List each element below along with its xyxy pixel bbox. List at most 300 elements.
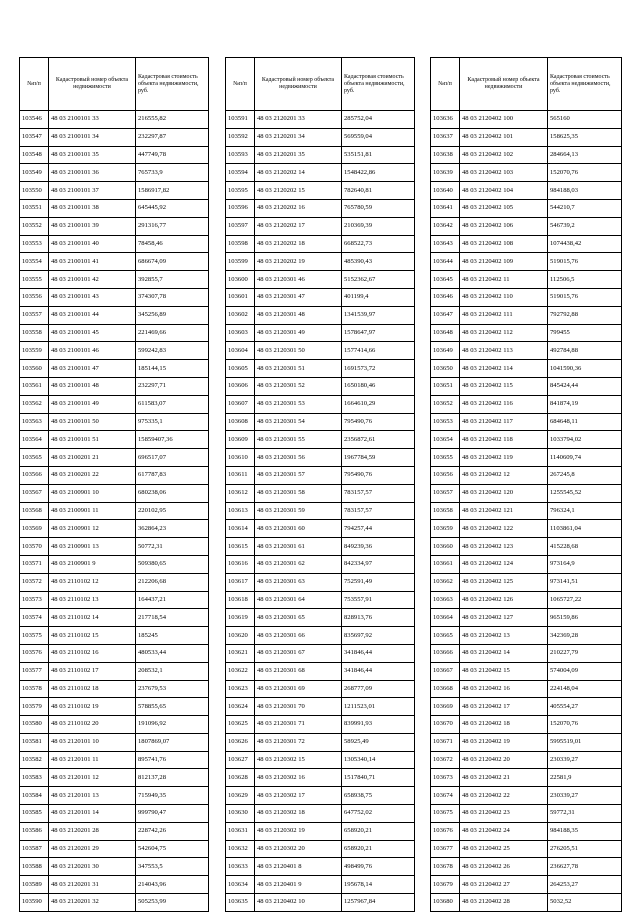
row-number: 103595 <box>226 182 255 200</box>
cadastral-number: 48 03 2120401 9 <box>255 876 342 894</box>
row-number: 103676 <box>431 822 460 840</box>
cadastral-number: 48 03 2120201 31 <box>49 876 136 894</box>
cadastral-number: 48 03 2120402 125 <box>460 573 548 591</box>
table-row <box>431 591 622 609</box>
cadastral-value: 658920,21 <box>342 822 415 840</box>
row-number: 103613 <box>226 502 255 520</box>
row-number: 103621 <box>226 644 255 662</box>
cadastral-number: 48 03 2120402 120 <box>460 484 548 502</box>
cadastral-number: 48 03 2120402 20 <box>460 751 548 769</box>
cadastral-table-1 <box>19 57 209 912</box>
cadastral-value: 617787,83 <box>136 466 209 484</box>
cadastral-value: 447749,78 <box>136 146 209 164</box>
table-row <box>431 662 622 680</box>
cadastral-number: 48 03 2120402 11 <box>460 271 548 289</box>
row-number: 103562 <box>20 395 49 413</box>
cadastral-value: 267245,8 <box>548 466 622 484</box>
cadastral-number: 48 03 2100901 10 <box>49 484 136 502</box>
cadastral-value: 668522,73 <box>342 235 415 253</box>
cadastral-number: 48 03 2120101 12 <box>49 769 136 787</box>
cadastral-number: 48 03 2110102 18 <box>49 680 136 698</box>
cadastral-value: 5032,52 <box>548 894 622 912</box>
cadastral-number: 48 03 2120301 70 <box>255 698 342 716</box>
cadastral-value: 237679,53 <box>136 680 209 698</box>
cadastral-number: 48 03 2120301 69 <box>255 680 342 698</box>
table-row <box>20 698 209 716</box>
cadastral-value: 22581,9 <box>548 769 622 787</box>
cadastral-value: 1255545,52 <box>548 484 622 502</box>
cadastral-number: 48 03 2100101 46 <box>49 342 136 360</box>
row-number: 103675 <box>431 805 460 823</box>
row-number: 103569 <box>20 520 49 538</box>
table-row <box>20 146 209 164</box>
cadastral-value: 362864,23 <box>136 520 209 538</box>
cadastral-number: 48 03 2120402 113 <box>460 342 548 360</box>
cadastral-value: 1517840,71 <box>342 769 415 787</box>
cadastral-value: 783157,57 <box>342 484 415 502</box>
cadastral-value: 191096,92 <box>136 716 209 734</box>
row-number: 103644 <box>431 253 460 271</box>
row-number: 103629 <box>226 787 255 805</box>
cadastral-value: 1691573,72 <box>342 360 415 378</box>
table-row <box>20 662 209 680</box>
row-number: 103581 <box>20 733 49 751</box>
cadastral-number: 48 03 2120302 20 <box>255 840 342 858</box>
row-number: 103553 <box>20 235 49 253</box>
row-number: 103672 <box>431 751 460 769</box>
cadastral-value: 392855,7 <box>136 271 209 289</box>
cadastral-number: 48 03 2120402 25 <box>460 840 548 858</box>
row-number: 103626 <box>226 733 255 751</box>
cadastral-number: 48 03 2100101 44 <box>49 306 136 324</box>
table-row <box>20 360 209 378</box>
table-row <box>431 858 622 876</box>
table-row <box>431 360 622 378</box>
table-row <box>20 751 209 769</box>
cadastral-number: 48 03 2120402 102 <box>460 146 548 164</box>
cadastral-number: 48 03 2120402 23 <box>460 805 548 823</box>
cadastral-value: 535151,81 <box>342 146 415 164</box>
table-row <box>226 769 415 787</box>
table-row <box>20 573 209 591</box>
table-row <box>20 627 209 645</box>
cadastral-number: 48 03 2120402 115 <box>460 377 548 395</box>
cadastral-value: 217718,54 <box>136 609 209 627</box>
table-row <box>226 111 415 129</box>
table-row <box>431 111 622 129</box>
cadastral-number: 48 03 2120402 114 <box>460 360 548 378</box>
table-row <box>20 876 209 894</box>
table-row <box>431 555 622 573</box>
cadastral-value: 1041590,36 <box>548 360 622 378</box>
cadastral-value: 210369,39 <box>342 217 415 235</box>
table-row <box>226 182 415 200</box>
table-row <box>226 716 415 734</box>
row-number: 103640 <box>431 182 460 200</box>
row-number: 103628 <box>226 769 255 787</box>
cadastral-number: 48 03 2120101 11 <box>49 751 136 769</box>
cadastral-value: 480533,44 <box>136 644 209 662</box>
row-number: 103580 <box>20 716 49 734</box>
cadastral-value: 842334,97 <box>342 555 415 573</box>
row-number: 103582 <box>20 751 49 769</box>
row-number: 103663 <box>431 591 460 609</box>
cadastral-value: 544210,7 <box>548 199 622 217</box>
cadastral-number: 48 03 2120402 106 <box>460 217 548 235</box>
row-number: 103604 <box>226 342 255 360</box>
row-number: 103634 <box>226 876 255 894</box>
cadastral-value: 565160 <box>548 111 622 129</box>
cadastral-number: 48 03 2120301 47 <box>255 288 342 306</box>
cadastral-value: 230339,27 <box>548 787 622 805</box>
table-row <box>226 555 415 573</box>
row-number: 103627 <box>226 751 255 769</box>
row-number: 103678 <box>431 858 460 876</box>
table-row <box>20 111 209 129</box>
cadastral-number: 48 03 2120301 65 <box>255 609 342 627</box>
table-row <box>226 235 415 253</box>
cadastral-value: 999790,47 <box>136 805 209 823</box>
table-body <box>226 111 415 912</box>
cadastral-number: 48 03 2110102 17 <box>49 662 136 680</box>
row-number: 103674 <box>431 787 460 805</box>
table-row <box>431 449 622 467</box>
row-number: 103584 <box>20 787 49 805</box>
cadastral-number: 48 03 2120402 26 <box>460 858 548 876</box>
cadastral-number: 48 03 2120201 30 <box>49 858 136 876</box>
table-row <box>20 538 209 556</box>
row-number: 103593 <box>226 146 255 164</box>
cadastral-number: 48 03 2120301 49 <box>255 324 342 342</box>
row-number: 103572 <box>20 573 49 591</box>
table-row <box>226 876 415 894</box>
cadastral-number: 48 03 2120402 28 <box>460 894 548 912</box>
cadastral-table-2 <box>225 57 415 912</box>
cadastral-value: 285752,04 <box>342 111 415 129</box>
table-row <box>226 431 415 449</box>
row-number: 103579 <box>20 698 49 716</box>
table-row <box>431 377 622 395</box>
row-number: 103636 <box>431 111 460 129</box>
cadastral-number: 48 03 2120202 19 <box>255 253 342 271</box>
table-row <box>20 591 209 609</box>
table-row <box>226 538 415 556</box>
cadastral-value: 345256,89 <box>136 306 209 324</box>
cadastral-value: 574004,09 <box>548 662 622 680</box>
cadastral-value: 1211523,01 <box>342 698 415 716</box>
cadastral-number: 48 03 2100901 12 <box>49 520 136 538</box>
table-row <box>226 662 415 680</box>
cadastral-number: 48 03 2100101 33 <box>49 111 136 129</box>
row-number: 103677 <box>431 840 460 858</box>
cadastral-number: 48 03 2120401 8 <box>255 858 342 876</box>
cadastral-number: 48 03 2100901 11 <box>49 502 136 520</box>
table-row <box>226 822 415 840</box>
cadastral-value: 895741,76 <box>136 751 209 769</box>
cadastral-number: 48 03 2110102 12 <box>49 573 136 591</box>
row-number: 103568 <box>20 502 49 520</box>
row-number: 103549 <box>20 164 49 182</box>
cadastral-number: 48 03 2120201 28 <box>49 822 136 840</box>
row-number: 103667 <box>431 662 460 680</box>
table-row <box>226 146 415 164</box>
cadastral-value: 505253,99 <box>136 894 209 912</box>
cadastral-value: 715949,35 <box>136 787 209 805</box>
cadastral-value: 795490,76 <box>342 466 415 484</box>
header-num: №п/п <box>431 58 460 111</box>
row-number: 103617 <box>226 573 255 591</box>
row-number: 103597 <box>226 217 255 235</box>
row-number: 103560 <box>20 360 49 378</box>
row-number: 103603 <box>226 324 255 342</box>
table-row <box>226 288 415 306</box>
table-row <box>20 555 209 573</box>
row-number: 103670 <box>431 716 460 734</box>
table-row <box>20 182 209 200</box>
row-number: 103616 <box>226 555 255 573</box>
cadastral-value: 849239,36 <box>342 538 415 556</box>
cadastral-value: 228742,26 <box>136 822 209 840</box>
cadastral-value: 578855,65 <box>136 698 209 716</box>
cadastral-value: 1577414,66 <box>342 342 415 360</box>
cadastral-number: 48 03 2120402 117 <box>460 413 548 431</box>
row-number: 103587 <box>20 840 49 858</box>
row-number: 103563 <box>20 413 49 431</box>
header-cadastral-number: Кадастровый номер объекта недвижимости <box>460 58 548 111</box>
cadastral-number: 48 03 2120301 52 <box>255 377 342 395</box>
row-number: 103662 <box>431 573 460 591</box>
table-row <box>431 894 622 912</box>
header-cadastral-value: Кадастровая стоимость объекта недвижимости, руб. <box>342 58 415 111</box>
cadastral-value: 232297,87 <box>136 128 209 146</box>
table-row <box>431 627 622 645</box>
cadastral-value: 546739,2 <box>548 217 622 235</box>
table-header-row <box>20 58 209 111</box>
cadastral-number: 48 03 2100201 21 <box>49 449 136 467</box>
table-row <box>20 805 209 823</box>
row-number: 103583 <box>20 769 49 787</box>
row-number: 103648 <box>431 324 460 342</box>
cadastral-number: 48 03 2100101 41 <box>49 253 136 271</box>
cadastral-value: 15859407,36 <box>136 431 209 449</box>
table-row <box>20 858 209 876</box>
row-number: 103607 <box>226 395 255 413</box>
cadastral-value: 276205,51 <box>548 840 622 858</box>
cadastral-value: 152070,76 <box>548 164 622 182</box>
cadastral-number: 48 03 2120301 68 <box>255 662 342 680</box>
row-number: 103567 <box>20 484 49 502</box>
cadastral-value: 164437,21 <box>136 591 209 609</box>
cadastral-number: 48 03 2120301 57 <box>255 466 342 484</box>
row-number: 103637 <box>431 128 460 146</box>
row-number: 103652 <box>431 395 460 413</box>
row-number: 103609 <box>226 431 255 449</box>
row-number: 103671 <box>431 733 460 751</box>
table-row <box>226 217 415 235</box>
cadastral-value: 492784,88 <box>548 342 622 360</box>
row-number: 103600 <box>226 271 255 289</box>
cadastral-number: 48 03 2110102 15 <box>49 627 136 645</box>
cadastral-number: 48 03 2120402 119 <box>460 449 548 467</box>
table-row <box>20 271 209 289</box>
cadastral-value: 542604,75 <box>136 840 209 858</box>
table-row <box>431 573 622 591</box>
cadastral-value: 1548422,86 <box>342 164 415 182</box>
cadastral-value: 78458,46 <box>136 235 209 253</box>
cadastral-number: 48 03 2120201 32 <box>49 894 136 912</box>
cadastral-number: 48 03 2120301 72 <box>255 733 342 751</box>
cadastral-value: 509380,65 <box>136 555 209 573</box>
table-row <box>226 680 415 698</box>
row-number: 103669 <box>431 698 460 716</box>
cadastral-number: 48 03 2120301 56 <box>255 449 342 467</box>
table-row <box>431 787 622 805</box>
cadastral-value: 1807869,07 <box>136 733 209 751</box>
row-number: 103612 <box>226 484 255 502</box>
table-row <box>431 538 622 556</box>
row-number: 103673 <box>431 769 460 787</box>
cadastral-number: 48 03 2100101 36 <box>49 164 136 182</box>
cadastral-number: 48 03 2120402 10 <box>255 894 342 912</box>
cadastral-value: 347553,5 <box>136 858 209 876</box>
cadastral-value: 686674,09 <box>136 253 209 271</box>
cadastral-value: 812137,28 <box>136 769 209 787</box>
cadastral-value: 5995519,01 <box>548 733 622 751</box>
table-header-row <box>226 58 415 111</box>
row-number: 103546 <box>20 111 49 129</box>
cadastral-number: 48 03 2120202 17 <box>255 217 342 235</box>
cadastral-value: 195678,14 <box>342 876 415 894</box>
row-number: 103608 <box>226 413 255 431</box>
cadastral-number: 48 03 2120402 27 <box>460 876 548 894</box>
table-row <box>431 644 622 662</box>
cadastral-value: 1664610,29 <box>342 395 415 413</box>
cadastral-number: 48 03 2120201 34 <box>255 128 342 146</box>
cadastral-number: 48 03 2120402 15 <box>460 662 548 680</box>
table-row <box>226 199 415 217</box>
cadastral-value: 59772,31 <box>548 805 622 823</box>
cadastral-number: 48 03 2120301 62 <box>255 555 342 573</box>
cadastral-value: 611583,07 <box>136 395 209 413</box>
row-number: 103570 <box>20 538 49 556</box>
cadastral-value: 782640,81 <box>342 182 415 200</box>
table-row <box>20 716 209 734</box>
cadastral-number: 48 03 2120301 63 <box>255 573 342 591</box>
cadastral-number: 48 03 2100101 38 <box>49 199 136 217</box>
row-number: 103578 <box>20 680 49 698</box>
cadastral-number: 48 03 2100901 13 <box>49 538 136 556</box>
cadastral-number: 48 03 2120301 66 <box>255 627 342 645</box>
table-row <box>20 502 209 520</box>
row-number: 103601 <box>226 288 255 306</box>
table-row <box>431 128 622 146</box>
cadastral-value: 224148,04 <box>548 680 622 698</box>
cadastral-value: 498499,76 <box>342 858 415 876</box>
table-row <box>431 502 622 520</box>
cadastral-value: 973164,9 <box>548 555 622 573</box>
row-number: 103559 <box>20 342 49 360</box>
cadastral-value: 341846,44 <box>342 662 415 680</box>
cadastral-number: 48 03 2120402 19 <box>460 733 548 751</box>
table-row <box>20 822 209 840</box>
table-row <box>226 324 415 342</box>
cadastral-number: 48 03 2120201 35 <box>255 146 342 164</box>
cadastral-table-3 <box>430 57 622 912</box>
row-number: 103641 <box>431 199 460 217</box>
cadastral-number: 48 03 2120402 110 <box>460 288 548 306</box>
cadastral-value: 569559,04 <box>342 128 415 146</box>
cadastral-value: 645445,92 <box>136 199 209 217</box>
cadastral-number: 48 03 2120402 12 <box>460 466 548 484</box>
table-row <box>20 324 209 342</box>
table-row <box>20 164 209 182</box>
row-number: 103571 <box>20 555 49 573</box>
table-row <box>226 466 415 484</box>
cadastral-number: 48 03 2120202 18 <box>255 235 342 253</box>
row-number: 103649 <box>431 342 460 360</box>
row-number: 103550 <box>20 182 49 200</box>
cadastral-number: 48 03 2120402 100 <box>460 111 548 129</box>
cadastral-number: 48 03 2120202 14 <box>255 164 342 182</box>
cadastral-value: 519015,76 <box>548 288 622 306</box>
header-num: №п/п <box>226 58 255 111</box>
table-row <box>226 306 415 324</box>
cadastral-value: 799455 <box>548 324 622 342</box>
row-number: 103654 <box>431 431 460 449</box>
table-row <box>20 253 209 271</box>
cadastral-number: 48 03 2120302 19 <box>255 822 342 840</box>
table-row <box>431 484 622 502</box>
cadastral-value: 845424,44 <box>548 377 622 395</box>
cadastral-number: 48 03 2120402 101 <box>460 128 548 146</box>
row-number: 103590 <box>20 894 49 912</box>
cadastral-number: 48 03 2120402 122 <box>460 520 548 538</box>
cadastral-number: 48 03 2100101 51 <box>49 431 136 449</box>
table-row <box>226 858 415 876</box>
table-row <box>20 840 209 858</box>
row-number: 103631 <box>226 822 255 840</box>
row-number: 103615 <box>226 538 255 556</box>
table-row <box>431 840 622 858</box>
cadastral-number: 48 03 2120301 71 <box>255 716 342 734</box>
table-row <box>431 520 622 538</box>
row-number: 103639 <box>431 164 460 182</box>
cadastral-value: 753557,91 <box>342 591 415 609</box>
cadastral-number: 48 03 2120202 16 <box>255 199 342 217</box>
table-row <box>226 733 415 751</box>
cadastral-number: 48 03 2100101 39 <box>49 217 136 235</box>
cadastral-value: 208532,1 <box>136 662 209 680</box>
row-number: 103656 <box>431 466 460 484</box>
row-number: 103668 <box>431 680 460 698</box>
table-body <box>431 111 622 912</box>
table-row <box>20 377 209 395</box>
table-row <box>431 466 622 484</box>
table-row <box>20 520 209 538</box>
cadastral-value: 341846,44 <box>342 644 415 662</box>
row-number: 103547 <box>20 128 49 146</box>
cadastral-value: 1586917,82 <box>136 182 209 200</box>
row-number: 103645 <box>431 271 460 289</box>
cadastral-number: 48 03 2120301 46 <box>255 271 342 289</box>
table-body <box>20 111 209 912</box>
row-number: 103610 <box>226 449 255 467</box>
table-row <box>431 805 622 823</box>
row-number: 103557 <box>20 306 49 324</box>
row-number: 103647 <box>431 306 460 324</box>
cadastral-number: 48 03 2120101 10 <box>49 733 136 751</box>
row-number: 103605 <box>226 360 255 378</box>
